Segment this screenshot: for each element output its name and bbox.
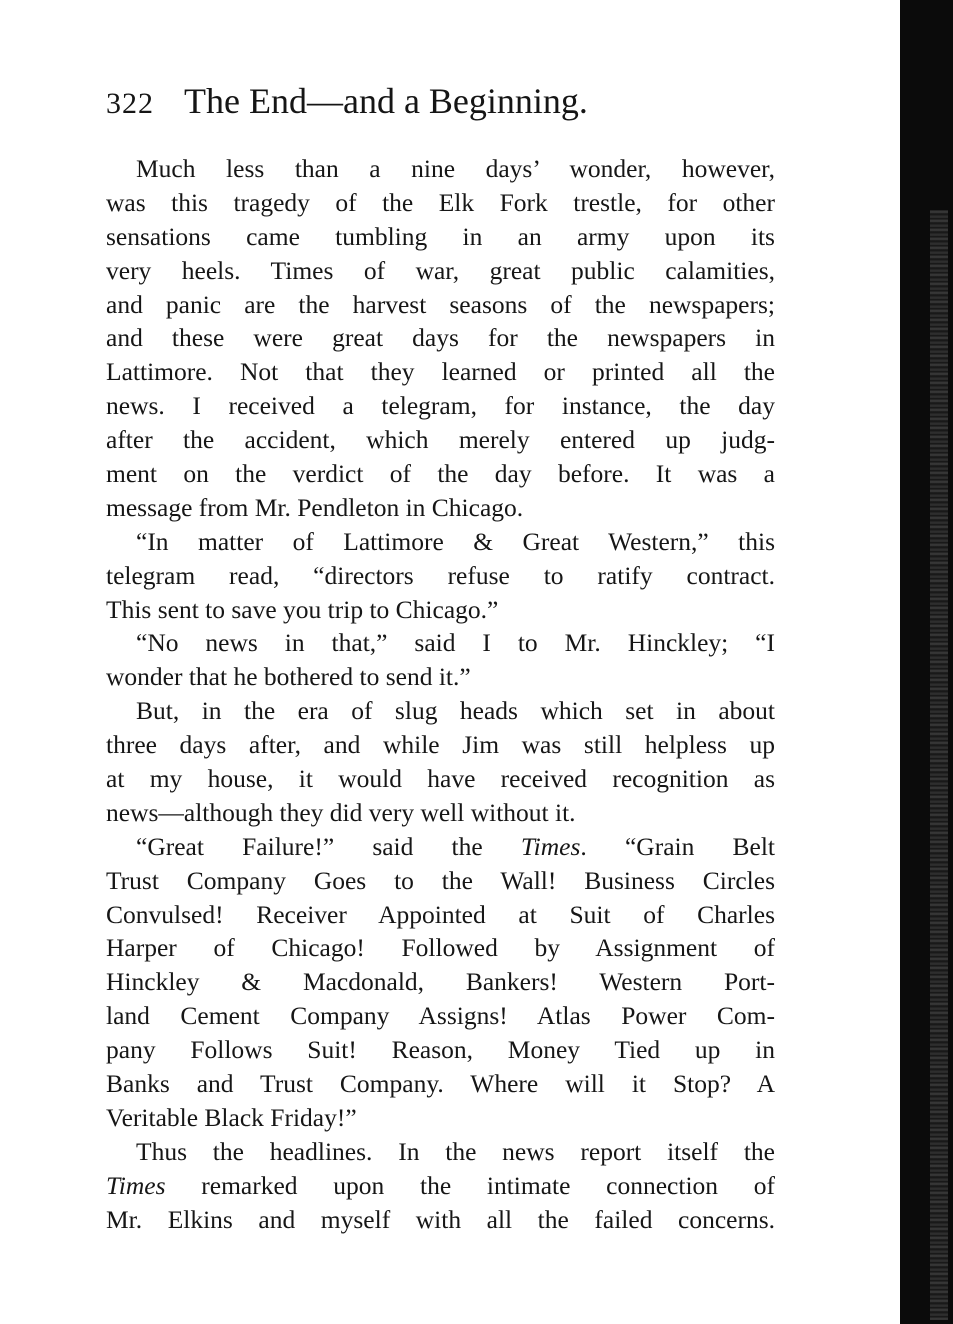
- text-line: “No news in that,” said I to Mr. Hinckley; “I: [136, 628, 775, 658]
- text-line: Thus the headlines. In the news report itself the: [136, 1136, 775, 1166]
- italic-text: Times: [520, 831, 581, 861]
- text-line: pany Follows Suit! Reason, Money Tied up in: [106, 1035, 775, 1065]
- text-line: This sent to save you trip to Chicago.”: [106, 594, 499, 624]
- text-line: after the accident, which merely entered up judg-: [106, 425, 775, 455]
- text-line: Banks and Trust Company. Where will it Stop? A: [106, 1069, 775, 1099]
- text-line: Trust Company Goes to the Wall! Business Circles: [106, 865, 775, 895]
- running-title: The End—and a Beginning.: [184, 81, 588, 121]
- text-line: three days after, and while Jim was still helpless up: [106, 730, 775, 760]
- text-line: sensations came tumbling in an army upon its: [106, 221, 775, 251]
- text-line: Hinckley & Macdonald, Bankers! Western Port-: [106, 967, 775, 997]
- text-line: news. I received a telegram, for instance, the day: [106, 391, 775, 421]
- text-line: “In matter of Lattimore & Great Western,” this: [136, 526, 775, 556]
- text-line: wonder that he bothered to send it.”: [106, 662, 471, 692]
- text-line: Much less than a nine days’ wonder, however,: [136, 154, 775, 183]
- page-header: [106, 80, 588, 122]
- text-line: at my house, it would have received recognition as: [106, 764, 775, 794]
- text-line: was this tragedy of the Elk Fork trestle, for other: [106, 187, 775, 217]
- text-line: Mr. Elkins and myself with all the failed concerns.: [106, 1204, 775, 1234]
- text-line: “Great Failure!” said the Times. “Grain Belt: [136, 831, 776, 861]
- text-line: But, in the era of slug heads which set in about: [136, 696, 775, 726]
- text-line: Harper of Chicago! Followed by Assignment of: [106, 933, 775, 963]
- body-text: [106, 152, 775, 1237]
- text-line: Times remarked upon the intimate connection of: [106, 1170, 775, 1200]
- text-line: and panic are the harvest seasons of the newspapers;: [106, 289, 775, 319]
- text-line: Veritable Black Friday!”: [106, 1102, 357, 1132]
- text-line: and these were great days for the newspapers in: [106, 323, 775, 353]
- text-line: Convulsed! Receiver Appointed at Suit of Charles: [106, 899, 775, 929]
- text-line: land Cement Company Assigns! Atlas Power Com-: [106, 1001, 775, 1031]
- text-line: telegram read, “directors refuse to ratify contract.: [106, 560, 775, 590]
- italic-text: Times: [106, 1170, 166, 1200]
- text-line: news—although they did very well without it.: [106, 797, 576, 827]
- page-number: 322: [106, 87, 154, 120]
- text-line: very heels. Times of war, great public calamities,: [106, 255, 775, 285]
- text-line: Lattimore. Not that they learned or printed all the: [106, 357, 775, 387]
- binding-shadow: [930, 210, 948, 1320]
- text-line: message from Mr. Pendleton in Chicago.: [106, 492, 524, 522]
- text-line: ment on the verdict of the day before. It was a: [106, 459, 775, 489]
